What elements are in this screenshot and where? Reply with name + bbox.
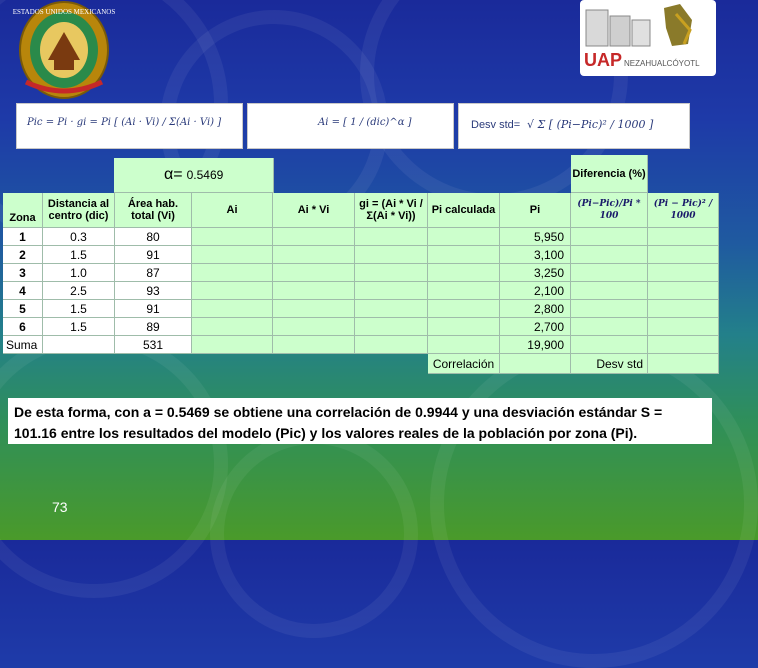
pi-cell: 3,250 (500, 264, 571, 282)
totals-label: Suma (3, 336, 43, 354)
pic-cell (428, 264, 500, 282)
area-cell: 93 (115, 282, 192, 300)
col-distancia: Distancia al centro (dic) (43, 193, 115, 228)
seal-text: ESTADOS UNIDOS MEXICANOS (12, 8, 116, 16)
formula-pic-box (16, 103, 243, 149)
formula-desv-box (458, 103, 690, 149)
gi-cell (355, 228, 428, 246)
area-cell: 91 (115, 246, 192, 264)
gi-cell (355, 282, 428, 300)
col-sq-formula: (Pi − Pic)² / 1000 (648, 193, 719, 228)
page-number: 73 (52, 499, 68, 515)
summary-text: De esta forma, con a = 0.5469 se obtiene una correlación de 0.9944 y una desviación estándar S = 101.16 entre los resultados del modelo (Pic) y los valores reales de la población por zona (Pi). (8, 398, 712, 444)
correlacion-value (500, 354, 571, 374)
totals-aivi (273, 336, 355, 354)
ai-cell (192, 264, 273, 282)
aivi-cell (273, 264, 355, 282)
pic-cell (428, 246, 500, 264)
formula-desv: √ Σ [ (Pi−Pic)² / 1000 ] (527, 118, 654, 131)
area-cell: 87 (115, 264, 192, 282)
totals-empty (43, 336, 115, 354)
sq-cell (648, 282, 719, 300)
aivi-cell (273, 318, 355, 336)
sq-cell (648, 228, 719, 246)
distancia-cell: 1.0 (43, 264, 115, 282)
correlacion-label: Correlación (428, 354, 500, 374)
pic-cell (428, 318, 500, 336)
pic-cell (428, 282, 500, 300)
col-zona: Zona (3, 193, 43, 228)
formula-desv-label: Desv std= (471, 119, 521, 131)
alpha-value: 0.5469 (186, 168, 224, 182)
pi-cell: 2,800 (500, 300, 571, 318)
pic-cell (428, 300, 500, 318)
diff-cell (571, 282, 648, 300)
formula-pic: Pic = Pi · gi = Pi [ (Ai · Vi) / Σ(Ai · Vi) ] (27, 117, 222, 128)
distancia-cell: 0.3 (43, 228, 115, 246)
distancia-cell: 1.5 (43, 300, 115, 318)
diff-cell (571, 300, 648, 318)
gi-cell (355, 300, 428, 318)
ai-cell (192, 282, 273, 300)
totals-ai (192, 336, 273, 354)
pi-cell: 2,100 (500, 282, 571, 300)
area-cell: 80 (115, 228, 192, 246)
aivi-cell (273, 228, 355, 246)
gi-cell (355, 246, 428, 264)
col-ai: Ai (192, 193, 273, 228)
diff-cell (571, 228, 648, 246)
ai-cell (192, 246, 273, 264)
totals-area: 531 (115, 336, 192, 354)
diff-cell (571, 318, 648, 336)
background-circle (210, 430, 418, 638)
alpha-cell (114, 158, 274, 193)
gi-cell (355, 318, 428, 336)
zona-cell: 1 (3, 228, 43, 246)
col-gi: gi = (Ai * Vi / Σ(Ai * Vi)) (355, 193, 428, 228)
diff-cell (571, 264, 648, 282)
distancia-cell: 2.5 (43, 282, 115, 300)
sq-cell (648, 318, 719, 336)
col-aivi: Ai * Vi (273, 193, 355, 228)
pic-cell (428, 228, 500, 246)
zona-cell: 3 (3, 264, 43, 282)
pi-cell: 5,950 (500, 228, 571, 246)
diff-header: Diferencia (%) (571, 155, 648, 193)
gi-cell (355, 264, 428, 282)
col-pi: Pi (500, 193, 571, 228)
area-cell: 91 (115, 300, 192, 318)
pi-cell: 2,700 (500, 318, 571, 336)
sq-cell (648, 246, 719, 264)
col-diff-formula: (Pi−Pic)/Pi * 100 (571, 193, 648, 228)
desv-label: Desv std (571, 354, 648, 374)
area-cell: 89 (115, 318, 192, 336)
totals-pic (428, 336, 500, 354)
ai-cell (192, 318, 273, 336)
ai-cell (192, 300, 273, 318)
distancia-cell: 1.5 (43, 318, 115, 336)
desv-value (648, 354, 719, 374)
mexico-seal-logo (12, 0, 116, 100)
totals-gi (355, 336, 428, 354)
pi-cell: 3,100 (500, 246, 571, 264)
totals-diff (571, 336, 648, 354)
zona-cell: 4 (3, 282, 43, 300)
background-circle (430, 340, 758, 668)
sq-cell (648, 300, 719, 318)
col-pic: Pi calculada (428, 193, 500, 228)
distancia-cell: 1.5 (43, 246, 115, 264)
logo-uap-text: UAP (584, 50, 623, 70)
diff-cell (571, 246, 648, 264)
aivi-cell (273, 246, 355, 264)
totals-sq (648, 336, 719, 354)
ai-cell (192, 228, 273, 246)
zona-cell: 2 (3, 246, 43, 264)
alpha-symbol: α= (164, 166, 183, 183)
totals-pi: 19,900 (500, 336, 571, 354)
col-area: Área hab. total (Vi) (115, 193, 192, 228)
aivi-cell (273, 300, 355, 318)
logo-subtext: NEZAHUALCÓYOTL (624, 59, 700, 68)
sq-cell (648, 264, 719, 282)
formula-ai: Ai = [ 1 / (dic)^α ] (318, 117, 412, 128)
zona-cell: 5 (3, 300, 43, 318)
zona-cell: 6 (3, 318, 43, 336)
data-table (3, 155, 719, 377)
uap-logo (580, 0, 716, 76)
aivi-cell (273, 282, 355, 300)
formula-ai-box (247, 103, 454, 149)
